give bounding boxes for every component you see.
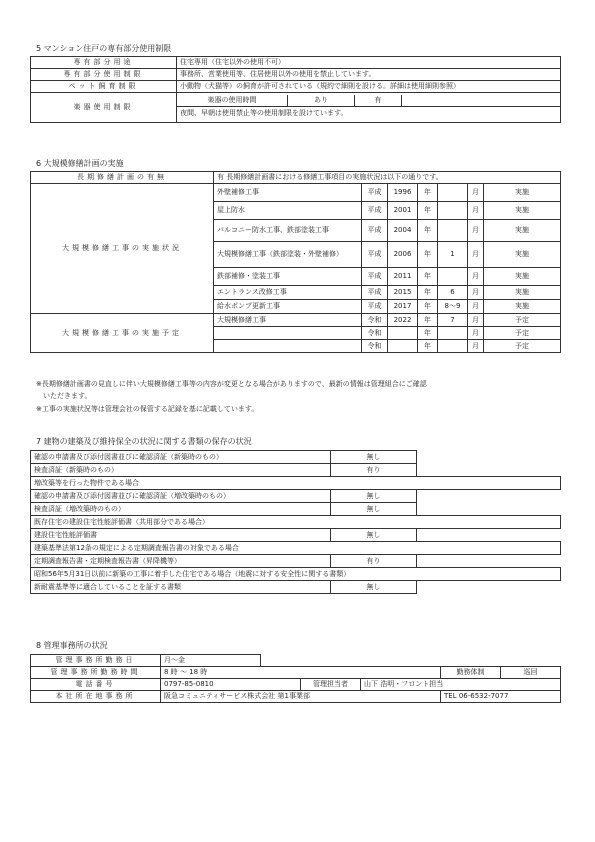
record-value: 無し [331,503,417,516]
record-group-heading: 既存住宅の建設住宅性能評価書（共用部分である場合） [31,516,561,529]
repair-year-unit: 年 [418,202,438,220]
instrument-cell [177,93,561,123]
record-value: 無し [331,581,417,594]
record-blank [417,581,561,594]
repair-month [438,220,468,242]
repair-month [438,327,468,340]
repair-month-unit: 月 [468,314,484,327]
repair-item: 鉄部補修・塗装工事 [214,268,362,286]
instrument-col-blank [402,95,561,107]
use-label: 専有部分用途 [31,57,177,69]
repair-month-unit: 月 [468,286,484,300]
repair-era: 平成 [362,184,388,202]
repair-month-unit: 月 [468,268,484,286]
record-value: 有り [331,555,417,568]
manager-value: 山下 浩明・フロント担当 [361,679,561,691]
repair-month-unit: 月 [468,242,484,268]
repair-item: 給水ポンプ更新工事 [214,300,362,314]
repair-month-unit: 月 [468,300,484,314]
repair-era: 令和 [362,314,388,327]
repair-month: 7 [438,314,468,327]
repair-month-unit: 月 [468,327,484,340]
long-term-plan-value: 有 長期修繕計画書における修繕工事項目の実施状況は以下の通りです。 [214,172,561,184]
repair-month [438,340,468,353]
record-label: 定期調査報告書・定期検査報告書（昇降機等） [31,555,331,568]
repair-year-unit: 年 [418,300,438,314]
repair-item: エントランス改修工事 [214,286,362,300]
pet-label: ペット飼育制限 [31,81,177,93]
repair-era: 平成 [362,286,388,300]
repair-item: 屋上防水 [214,202,362,220]
use-restriction-label: 専有部分使用制限 [31,69,177,81]
office-days-value: 月〜金 [161,655,261,667]
instrument-col-1: あり [288,95,355,107]
repair-year: 2004 [388,220,418,242]
office-days-label: 管理事務所勤務日 [31,655,161,667]
use-restriction-value: 事務所、営業使用等、住居使用以外の使用を禁止しています。 [177,69,561,81]
repair-era: 令和 [362,340,388,353]
repair-status: 実施 [484,220,561,242]
repair-era: 平成 [362,220,388,242]
repair-year: 2001 [388,202,418,220]
section6-note-3: ※工事の実施状況等は管理会社の保管する記録を基に記載しています。 [36,405,259,413]
record-label: 検査済証（増改築時のもの） [31,503,331,516]
work-form-label: 勤務体制 [441,667,501,679]
record-label: 新耐震基準等に適合していることを証する書類 [31,581,331,594]
record-value: 無し [331,529,417,542]
repair-year-unit: 年 [418,327,438,340]
repair-item: バルコニー防水工事、鉄部塗装工事 [214,220,362,242]
work-form-value: 巡回 [501,667,561,679]
repair-era: 平成 [362,268,388,286]
record-group-heading: 昭和56年5月31日以前に新築の工事に着手した住宅である場合（地震に対する安全性に関する書類） [31,568,561,581]
repair-status: 実施 [484,268,561,286]
instrument-label: 楽器使用制限 [31,93,177,123]
repair-item [214,340,362,353]
record-group-heading: 建築基準法第12条の規定による定期調査報告書の対象である場合 [31,542,561,555]
record-label: 建設住宅性能評価書 [31,529,331,542]
repair-year: 2017 [388,300,418,314]
repair-status: 予定 [484,314,561,327]
repair-year-unit: 年 [418,184,438,202]
repair-month [438,268,468,286]
repair-year: 2015 [388,286,418,300]
section6-table [30,171,561,353]
repair-year: 2022 [388,314,418,327]
repair-year: 2011 [388,268,418,286]
instrument-col-2: 有 [355,95,402,107]
section7-table [30,450,561,594]
repair-year-unit: 年 [418,220,438,242]
repair-status: 実施 [484,202,561,220]
record-blank [417,529,561,542]
manager-label: 管理担当者 [301,679,361,691]
record-blank [417,503,561,516]
section8-title: 8 管理事務所の状況 [36,641,108,650]
phone-value: 0797-85-0810 [161,679,301,691]
section6-title: 6 大規模修繕計画の実施 [36,159,124,168]
office-days-blank [261,655,561,667]
section5-title: 5 マンション住戸の専有部分使用制限 [36,44,172,53]
office-hours-label: 管理事務所勤務時間 [31,667,161,679]
instrument-subtable [177,95,560,121]
repair-status: 実施 [484,184,561,202]
repair-year-unit: 年 [418,268,438,286]
repair-month-unit: 月 [468,220,484,242]
instrument-note: 夜間、早朝は使用禁止等の使用制限を設けています。 [180,109,348,118]
repair-month-unit: 月 [468,340,484,353]
repair-year [388,340,418,353]
head-office-label: 本社所在地事務所 [31,691,161,703]
record-group-heading: 増改築等を行った物件である場合 [31,477,561,490]
repair-item: 大規模修繕工事 [214,314,362,327]
section6-note-2: いただきます。 [36,392,92,400]
repair-status: 実施 [484,242,561,268]
record-blank [417,555,561,568]
repair-year-unit: 年 [418,286,438,300]
repair-status: 予定 [484,327,561,340]
record-blank [417,451,561,464]
repair-status: 実施 [484,300,561,314]
use-value: 住宅専用（住宅以外の使用不可） [177,57,561,69]
head-office-tel: TEL 06-6532-7077 [441,691,561,703]
repair-month-unit: 月 [468,184,484,202]
record-blank [417,464,561,477]
repair-year [388,327,418,340]
repair-era: 平成 [362,242,388,268]
record-value: 有り [331,464,417,477]
repair-year: 1996 [388,184,418,202]
repair-year-unit: 年 [418,242,438,268]
head-office-value: 阪急コミュニティサービス株式会社 第1事業部 [161,691,441,703]
repair-month [438,184,468,202]
record-value: 無し [331,451,417,464]
repair-year-unit: 年 [418,314,438,327]
repair-item: 大規模修繕工事（鉄部塗装・外壁補修） [214,242,362,268]
phone-label: 電話番号 [31,679,161,691]
pet-value: 小動物（犬猫等）の飼育が許可されている（規約で細則を設ける。詳細は使用細則参照） [177,81,561,93]
repair-era: 令和 [362,327,388,340]
repair-status: 予定 [484,340,561,353]
record-label: 確認の申請書及び添付図書並びに確認済証（増改築時のもの） [31,490,331,503]
repair-month: 1 [438,242,468,268]
section8-table [30,654,561,703]
section6-note-1: ※長期修繕計画書の見直しに伴い大規模修繕工事等の内容が変更となる場合がありますので、最新の情報は管理組合にご確認 [36,380,427,388]
repair-month: 6 [438,286,468,300]
section7-title: 7 建物の建築及び維持保全の状況に関する書類の保存の状況 [36,437,252,446]
office-hours-value: 8 時 〜 18 時 [161,667,441,679]
repair-year: 2006 [388,242,418,268]
repair-era: 平成 [362,300,388,314]
repair-year-unit: 年 [418,340,438,353]
repair-item: 外壁補修工事 [214,184,362,202]
repair-item [214,327,362,340]
record-blank [417,490,561,503]
long-term-plan-label: 長期修繕計画の有無 [31,172,214,184]
repair-month-unit: 月 [468,202,484,220]
repair-planned-label: 大規模修繕工事の実施予定 [31,314,214,353]
instrument-col-0: 楽器の使用時間 [177,95,288,107]
section5-table [30,56,561,123]
record-label: 確認の申請書及び添付図書並びに確認済証（新築時のもの） [31,451,331,464]
repair-month: 8〜9 [438,300,468,314]
record-value: 無し [331,490,417,503]
repair-done-label: 大規模修繕工事の実施状況 [31,184,214,314]
repair-status: 実施 [484,286,561,300]
repair-era: 平成 [362,202,388,220]
repair-month [438,202,468,220]
record-label: 検査済証（新築時のもの） [31,464,331,477]
